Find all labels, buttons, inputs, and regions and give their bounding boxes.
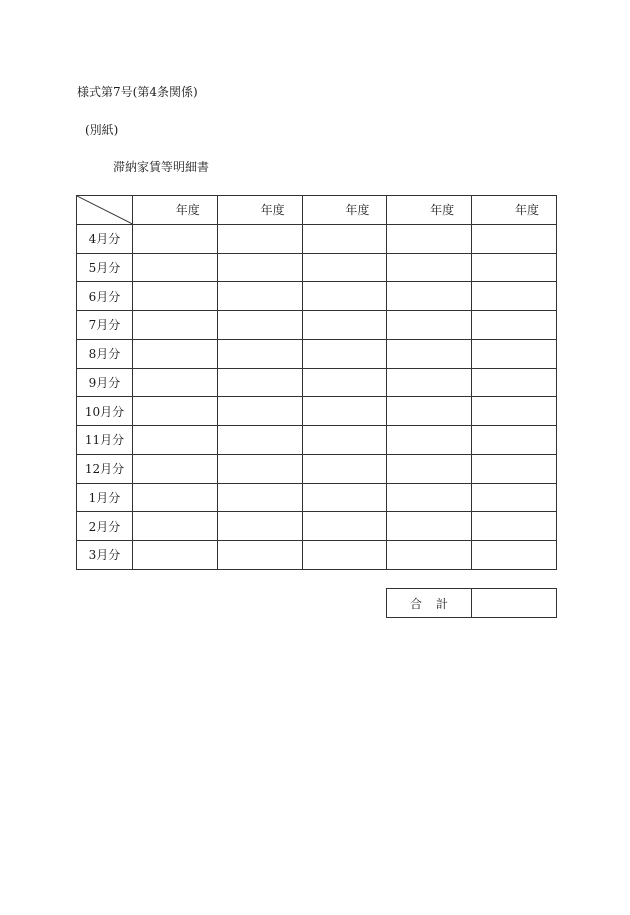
table-row xyxy=(77,541,557,570)
amount-cell xyxy=(217,368,302,397)
amount-cell xyxy=(133,224,218,253)
year-header: 年度 xyxy=(302,196,387,225)
amount-cell xyxy=(387,253,472,282)
table-row xyxy=(77,483,557,512)
amount-cell xyxy=(387,282,472,311)
table-row xyxy=(77,454,557,483)
amount-cell xyxy=(387,454,472,483)
amount-cell xyxy=(133,282,218,311)
amount-cell xyxy=(387,339,472,368)
amount-cell xyxy=(133,512,218,541)
amount-cell xyxy=(133,311,218,340)
amount-cell xyxy=(133,454,218,483)
amount-cell xyxy=(472,483,557,512)
amount-cell xyxy=(302,397,387,426)
amount-cell xyxy=(472,512,557,541)
month-label: 12月分 xyxy=(77,454,133,483)
amount-cell xyxy=(387,368,472,397)
amount-cell xyxy=(302,454,387,483)
year-header: 年度 xyxy=(387,196,472,225)
amount-cell xyxy=(302,224,387,253)
month-label: 3月分 xyxy=(77,541,133,570)
amount-cell xyxy=(387,426,472,455)
table-row xyxy=(77,282,557,311)
month-label: 5月分 xyxy=(77,253,133,282)
amount-cell xyxy=(387,311,472,340)
month-label: 11月分 xyxy=(77,426,133,455)
month-label: 7月分 xyxy=(77,311,133,340)
year-header: 年度 xyxy=(472,196,557,225)
month-label: 4月分 xyxy=(77,224,133,253)
amount-cell xyxy=(217,224,302,253)
amount-cell xyxy=(133,339,218,368)
total-row xyxy=(387,589,557,618)
amount-cell xyxy=(472,253,557,282)
total-value-cell xyxy=(472,589,557,618)
amount-cell xyxy=(217,454,302,483)
amount-cell xyxy=(387,541,472,570)
amount-cell xyxy=(217,339,302,368)
amount-cell xyxy=(133,541,218,570)
amount-cell xyxy=(472,368,557,397)
table-row xyxy=(77,512,557,541)
form-number: 様式第7号(第4条関係) xyxy=(77,85,198,99)
month-label: 6月分 xyxy=(77,282,133,311)
amount-cell xyxy=(472,339,557,368)
amount-cell xyxy=(387,397,472,426)
month-label: 1月分 xyxy=(77,483,133,512)
amount-cell xyxy=(302,426,387,455)
table-row xyxy=(77,368,557,397)
amount-cell xyxy=(472,224,557,253)
amount-cell xyxy=(302,541,387,570)
amount-cell xyxy=(387,512,472,541)
amount-cell xyxy=(217,426,302,455)
amount-cell xyxy=(302,368,387,397)
amount-cell xyxy=(133,368,218,397)
table-row xyxy=(77,426,557,455)
month-label: 10月分 xyxy=(77,397,133,426)
total-label: 合計 xyxy=(387,589,472,618)
corner-cell xyxy=(77,196,133,225)
amount-cell xyxy=(387,483,472,512)
amount-cell xyxy=(217,282,302,311)
table-header-row xyxy=(77,196,557,225)
month-label: 8月分 xyxy=(77,339,133,368)
amount-cell xyxy=(472,426,557,455)
amount-cell xyxy=(217,397,302,426)
amount-cell xyxy=(217,512,302,541)
table-row xyxy=(77,224,557,253)
month-label: 9月分 xyxy=(77,368,133,397)
amount-cell xyxy=(472,282,557,311)
amount-cell xyxy=(472,311,557,340)
amount-cell xyxy=(217,311,302,340)
amount-cell xyxy=(217,541,302,570)
year-header: 年度 xyxy=(133,196,218,225)
year-header: 年度 xyxy=(217,196,302,225)
table-row xyxy=(77,311,557,340)
attachment-label: (別紙) xyxy=(85,123,119,137)
diagonal-line xyxy=(77,196,132,224)
amount-cell xyxy=(133,483,218,512)
amount-cell xyxy=(302,253,387,282)
amount-cell xyxy=(302,483,387,512)
amount-cell xyxy=(302,339,387,368)
document-title: 滞納家賃等明細書 xyxy=(113,160,210,174)
table-row xyxy=(77,339,557,368)
amount-cell xyxy=(472,541,557,570)
amount-cell xyxy=(472,397,557,426)
amount-cell xyxy=(302,311,387,340)
amount-cell xyxy=(217,253,302,282)
table-row xyxy=(77,397,557,426)
amount-cell xyxy=(217,483,302,512)
amount-cell xyxy=(133,426,218,455)
amount-cell xyxy=(302,512,387,541)
amount-cell xyxy=(133,253,218,282)
amount-cell xyxy=(302,282,387,311)
month-label: 2月分 xyxy=(77,512,133,541)
amount-cell xyxy=(133,397,218,426)
total-table xyxy=(386,588,557,618)
amount-cell xyxy=(387,224,472,253)
arrears-detail-table xyxy=(76,195,557,570)
table-row xyxy=(77,253,557,282)
amount-cell xyxy=(472,454,557,483)
